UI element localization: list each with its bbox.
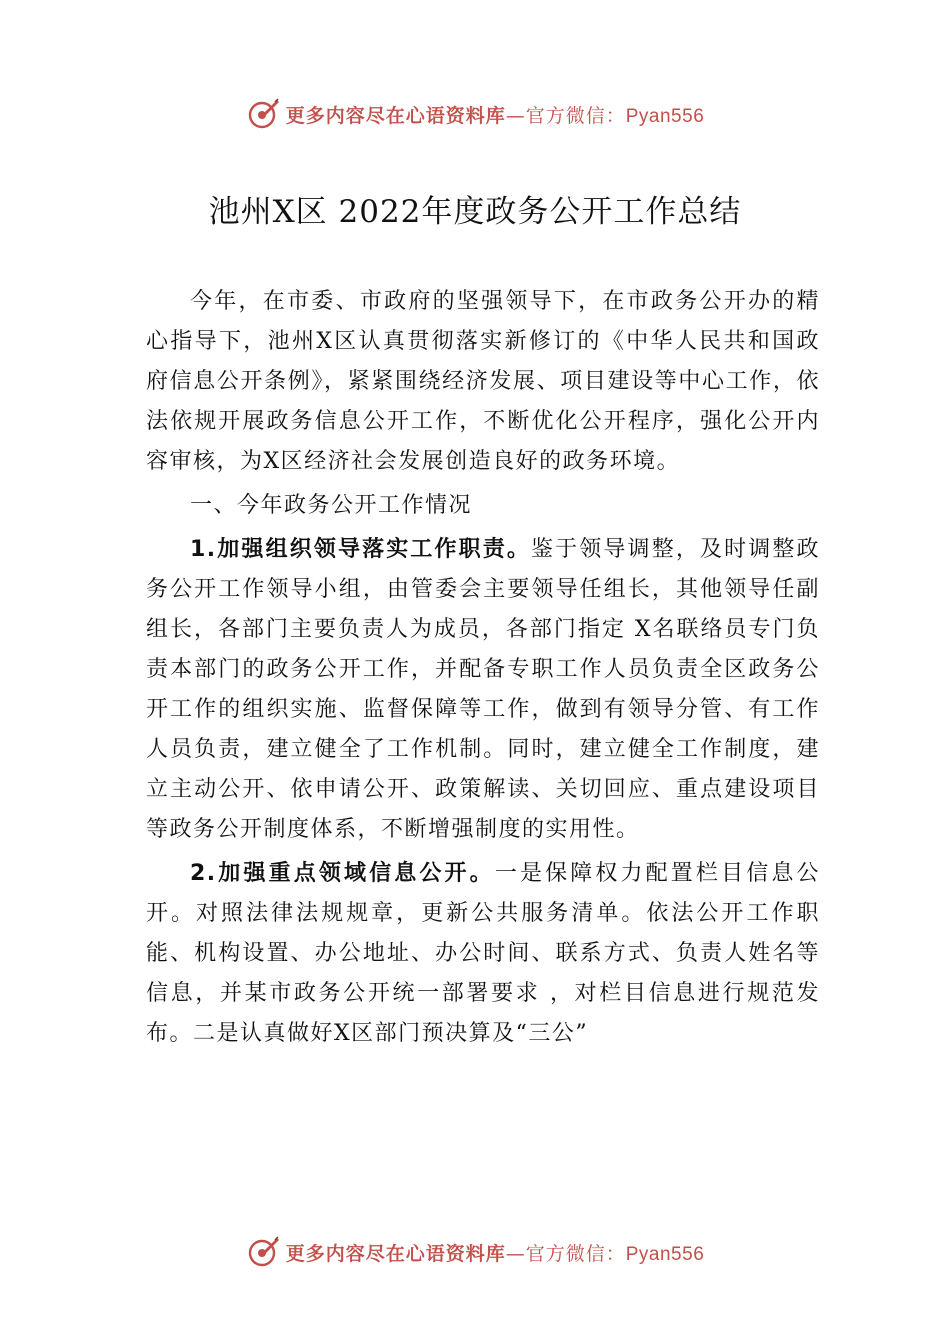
watermark-site-text: 更多内容尽在心语资料库 bbox=[285, 104, 506, 127]
section-heading-1: 一、今年政务公开工作情况 bbox=[190, 493, 473, 518]
item-1-lead: 1.加强组织领导落实工作职责。 bbox=[190, 537, 532, 562]
document-title: 池州X区 2022年度政务公开工作总结 bbox=[208, 194, 742, 230]
watermark-site-text: 更多内容尽在心语资料库 bbox=[285, 1242, 506, 1265]
watermark-dash: — bbox=[505, 1242, 526, 1265]
watermark-footer bbox=[0, 1232, 950, 1272]
item-2-body: 一是保障权力配置栏目信息公开。对照法律法规规章，更新公共服务清单。依法公开工作职能、机构设置、办公地址、办公时间、联系方式、负责人姓名等信息，并某市政务公开统一部署要求 ，对栏目信息进行规范发布。二是认真做好X区部门预决算及“三公” bbox=[146, 861, 820, 1046]
watermark-wechat-label: 官方微信： bbox=[525, 104, 626, 127]
item-2-lead: 2.加强重点领域信息公开。 bbox=[190, 861, 495, 886]
watermark-dash: — bbox=[505, 104, 526, 127]
watermark-text bbox=[286, 1239, 705, 1266]
quill-pen-circle-icon bbox=[246, 97, 280, 131]
item-2-paragraph bbox=[146, 854, 820, 1054]
watermark-wechat-label: 官方微信： bbox=[525, 1242, 626, 1265]
watermark-wechat-id: Pyan556 bbox=[625, 105, 705, 127]
item-1-body: 鉴于领导调整，及时调整政务公开工作领导小组，由管委会主要领导任组长，其他领导任副组长，各部门主要负责人为成员，各部门指定 X名联络员专门负责本部门的政务公开工作，并配备专职工作人员负责全区政务公开工作的组织实施、监督保障等工作，做到有领导分管、有工作人员负责，建立健全了工作机制。同时，建立健全工作制度，建立主动公开、依申请公开、政策解读、关切回应、重点建设项目等政务公开制度体系，不断增强制度的实用性。 bbox=[146, 537, 820, 842]
document-body bbox=[146, 282, 820, 1054]
watermark-wechat-id: Pyan556 bbox=[625, 1243, 705, 1265]
intro-paragraph: 今年，在市委、市政府的坚强领导下，在市政务公开办的精心指导下，池州X区认真贯彻落实新修订的《中华人民共和国政府信息公开条例》，紧紧围绕经济发展、项目建设等中心工作，依法依规开展政务信息公开工作，不断优化公开程序，强化公开内容审核，为X区经济社会发展创造良好的政务环境。 bbox=[146, 289, 820, 474]
watermark-text bbox=[286, 101, 705, 128]
quill-pen-circle-icon bbox=[246, 1235, 280, 1269]
item-1-paragraph bbox=[146, 530, 820, 850]
watermark-header bbox=[0, 94, 950, 134]
